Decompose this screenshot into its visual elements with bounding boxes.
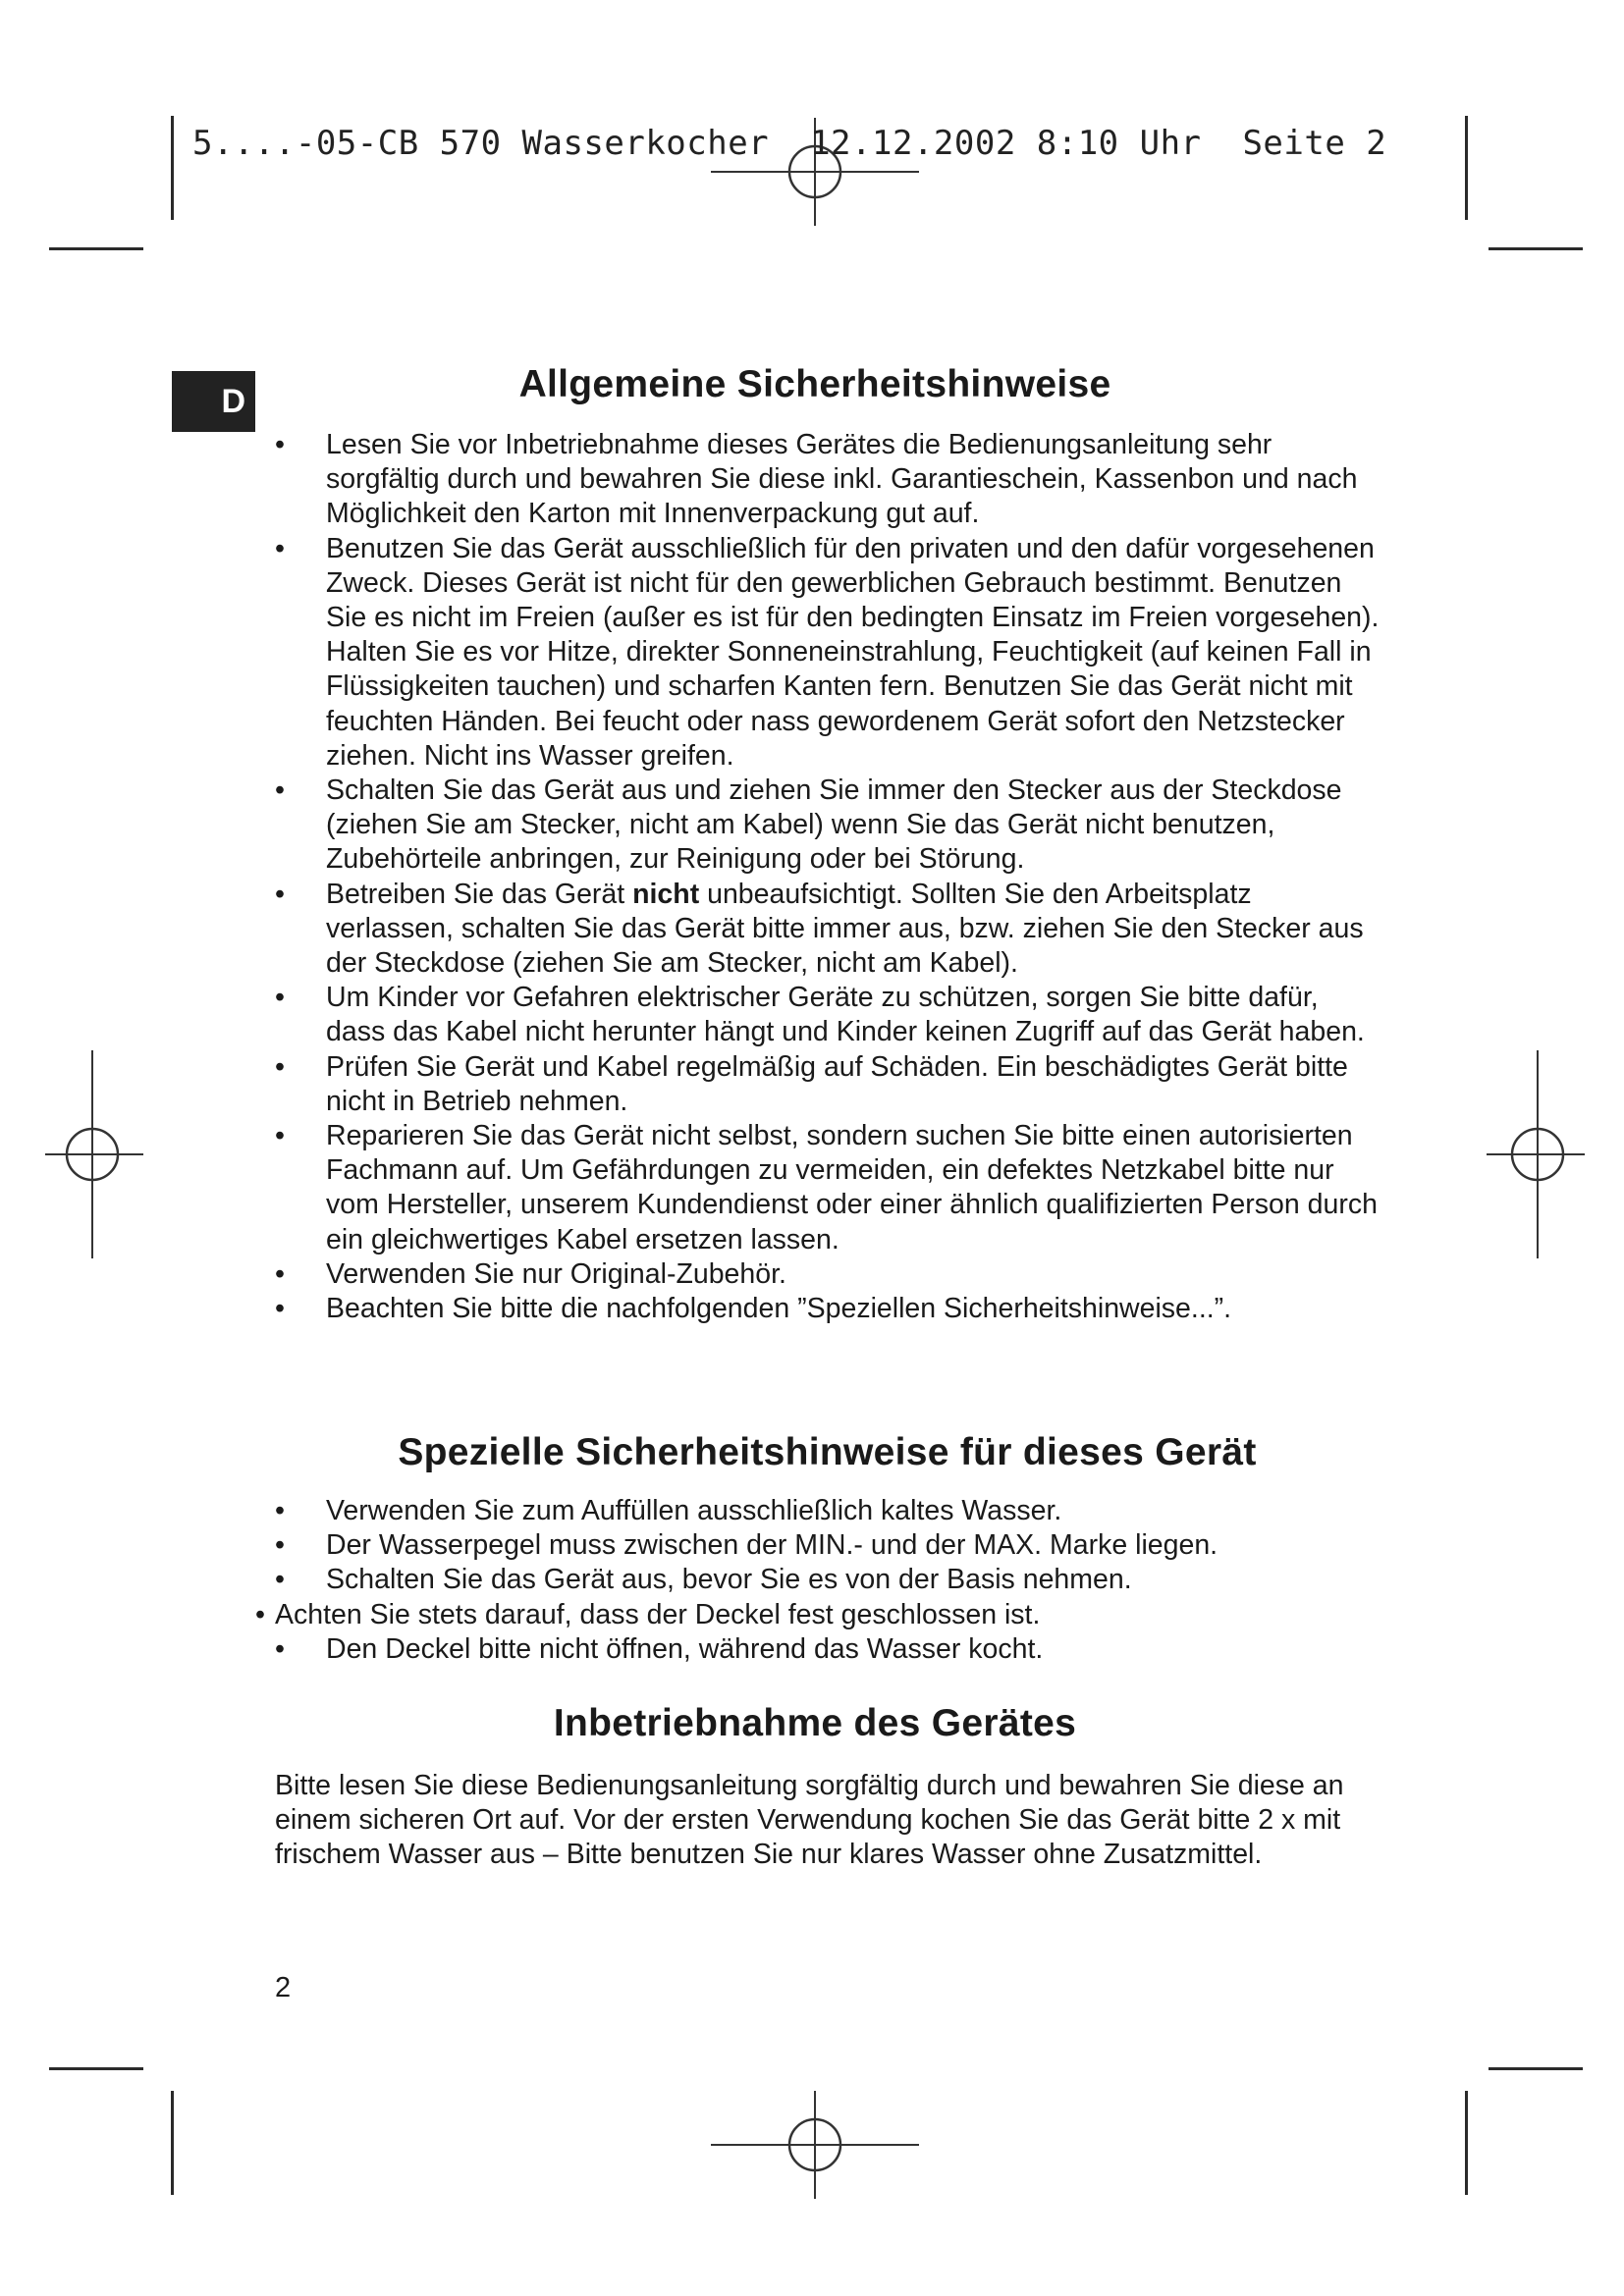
list-item: • Benutzen Sie das Gerät ausschließlich für den privaten und den dafür vorgesehenen Zweck. Dieses Gerät ist nicht für den gewerblichen Gebrauch bestimmt. Benutzen Sie es nicht im Freien (außer es ist für den bedingten Einsatz im Freien vorgesehen). Halten Sie es vor Hitze, direkter Sonneneinstrahlung, Feuchtigkeit (auf keinen Fall in Flüssigkeiten tauchen) und scharfen Kanten fern. Benutzen Sie das Gerät nicht mit feuchten Händen. Bei feucht oder nass gewordenem Gerät sofort den Netzstecker ziehen. Nicht ins Wasser greifen. bbox=[275, 532, 1380, 772]
general-safety-list bbox=[275, 428, 1380, 1326]
crop-mark-top-right-horizontal bbox=[1489, 247, 1583, 250]
section-title-special-safety: Spezielle Sicherheitshinweise für dieses Gerät bbox=[398, 1431, 1257, 1473]
special-safety-list bbox=[255, 1494, 1380, 1667]
list-item: • Prüfen Sie Gerät und Kabel regelmäßig auf Schäden. Ein beschädigtes Gerät bitte nicht in Betrieb nehmen. bbox=[275, 1050, 1348, 1117]
list-item: • Den Deckel bitte nicht öffnen, während das Wasser kocht. bbox=[275, 1632, 1044, 1665]
list-item: • Betreiben Sie das Gerät nicht unbeaufsichtigt. Sollten Sie den Arbeitsplatz verlassen, schalten Sie das Gerät bitte immer aus, bzw. ziehen Sie den Stecker aus der Steckdose (ziehen Sie am Stecker, nicht am Kabel). bbox=[275, 878, 1364, 980]
startup-paragraph: Bitte lesen Sie diese Bedienungsanleitung sorgfältig durch und bewahren Sie diese an einem sicheren Ort auf. Vor der ersten Verwendung kochen Sie das Gerät bitte 2 x mit frischem Wasser aus – Bitte benutzen Sie nur klares Wasser ohne Zusatzmittel. bbox=[275, 1770, 1344, 1871]
list-item: • Schalten Sie das Gerät aus und ziehen Sie immer den Stecker aus der Steckdose (ziehen Sie am Stecker, nicht am Kabel) wenn Sie das Gerät nicht benutzen, Zubehörteile anbringen, zur Reinigung oder bei Störung. bbox=[275, 774, 1342, 876]
list-item: • Schalten Sie das Gerät aus, bevor Sie es von der Basis nehmen. bbox=[275, 1564, 1132, 1596]
page-number: 2 bbox=[275, 1972, 292, 2003]
crop-mark-bottom-right-vertical bbox=[1465, 2091, 1468, 2195]
registration-mark-right-icon bbox=[1487, 1050, 1585, 1258]
list-item: • Lesen Sie vor Inbetriebnahme dieses Gerätes die Bedienungsanleitung sehr sorgfältig durch und bewahren Sie diese inkl. Garantieschein, Kassenbon und nach Möglichkeit den Karton mit Innenverpackung gut auf. bbox=[275, 429, 1358, 530]
list-item: • Verwenden Sie zum Auffüllen ausschließlich kaltes Wasser. bbox=[275, 1495, 1062, 1526]
print-slug: 5....-05-CB 570 Wasserkocher 12.12.2002 8:10 Uhr Seite 2 bbox=[192, 124, 1387, 163]
list-item: • Beachten Sie bitte die nachfolgenden ”Speziellen Sicherheitshinweise...”. bbox=[275, 1293, 1232, 1325]
crop-mark-top-right-vertical bbox=[1465, 116, 1468, 220]
list-item: • Verwenden Sie nur Original-Zubehör. bbox=[275, 1257, 786, 1290]
registration-mark-bottom-icon bbox=[711, 2091, 919, 2199]
list-item: • Um Kinder vor Gefahren elektrischer Geräte zu schützen, sorgen Sie bitte dafür, dass das Kabel nicht herunter hängt und Kinder keinen Zugriff auf das Gerät haben. bbox=[275, 982, 1365, 1048]
crop-mark-bottom-left-vertical bbox=[171, 2091, 174, 2195]
list-item: • Achten Sie stets darauf, dass der Deckel fest geschlossen ist. bbox=[255, 1598, 1041, 1630]
crop-mark-top-left-horizontal bbox=[49, 247, 143, 250]
list-item: • Reparieren Sie das Gerät nicht selbst, sondern suchen Sie bitte einen autorisierten Fachmann auf. Um Gefährdungen zu vermeiden, ein defektes Netzkabel bitte nur vom Hersteller, unserem Kundendienst oder einer ähnlich qualifizierten Person durch ein gleichwertiges Kabel ersetzen lassen. bbox=[275, 1120, 1378, 1255]
registration-mark-left-icon bbox=[45, 1050, 143, 1258]
crop-mark-bottom-left-horizontal bbox=[49, 2067, 143, 2070]
crop-mark-bottom-right-horizontal bbox=[1489, 2067, 1583, 2070]
section-title-startup: Inbetriebnahme des Gerätes bbox=[553, 1702, 1077, 1744]
crop-mark-top-left-vertical bbox=[171, 116, 174, 220]
list-item: • Der Wasserpegel muss zwischen der MIN.- und der MAX. Marke liegen. bbox=[275, 1529, 1218, 1562]
section-title-general-safety: Allgemeine Sicherheitshinweise bbox=[518, 363, 1111, 405]
emphasis-not: nicht bbox=[632, 878, 700, 910]
language-tab: D bbox=[172, 371, 255, 432]
